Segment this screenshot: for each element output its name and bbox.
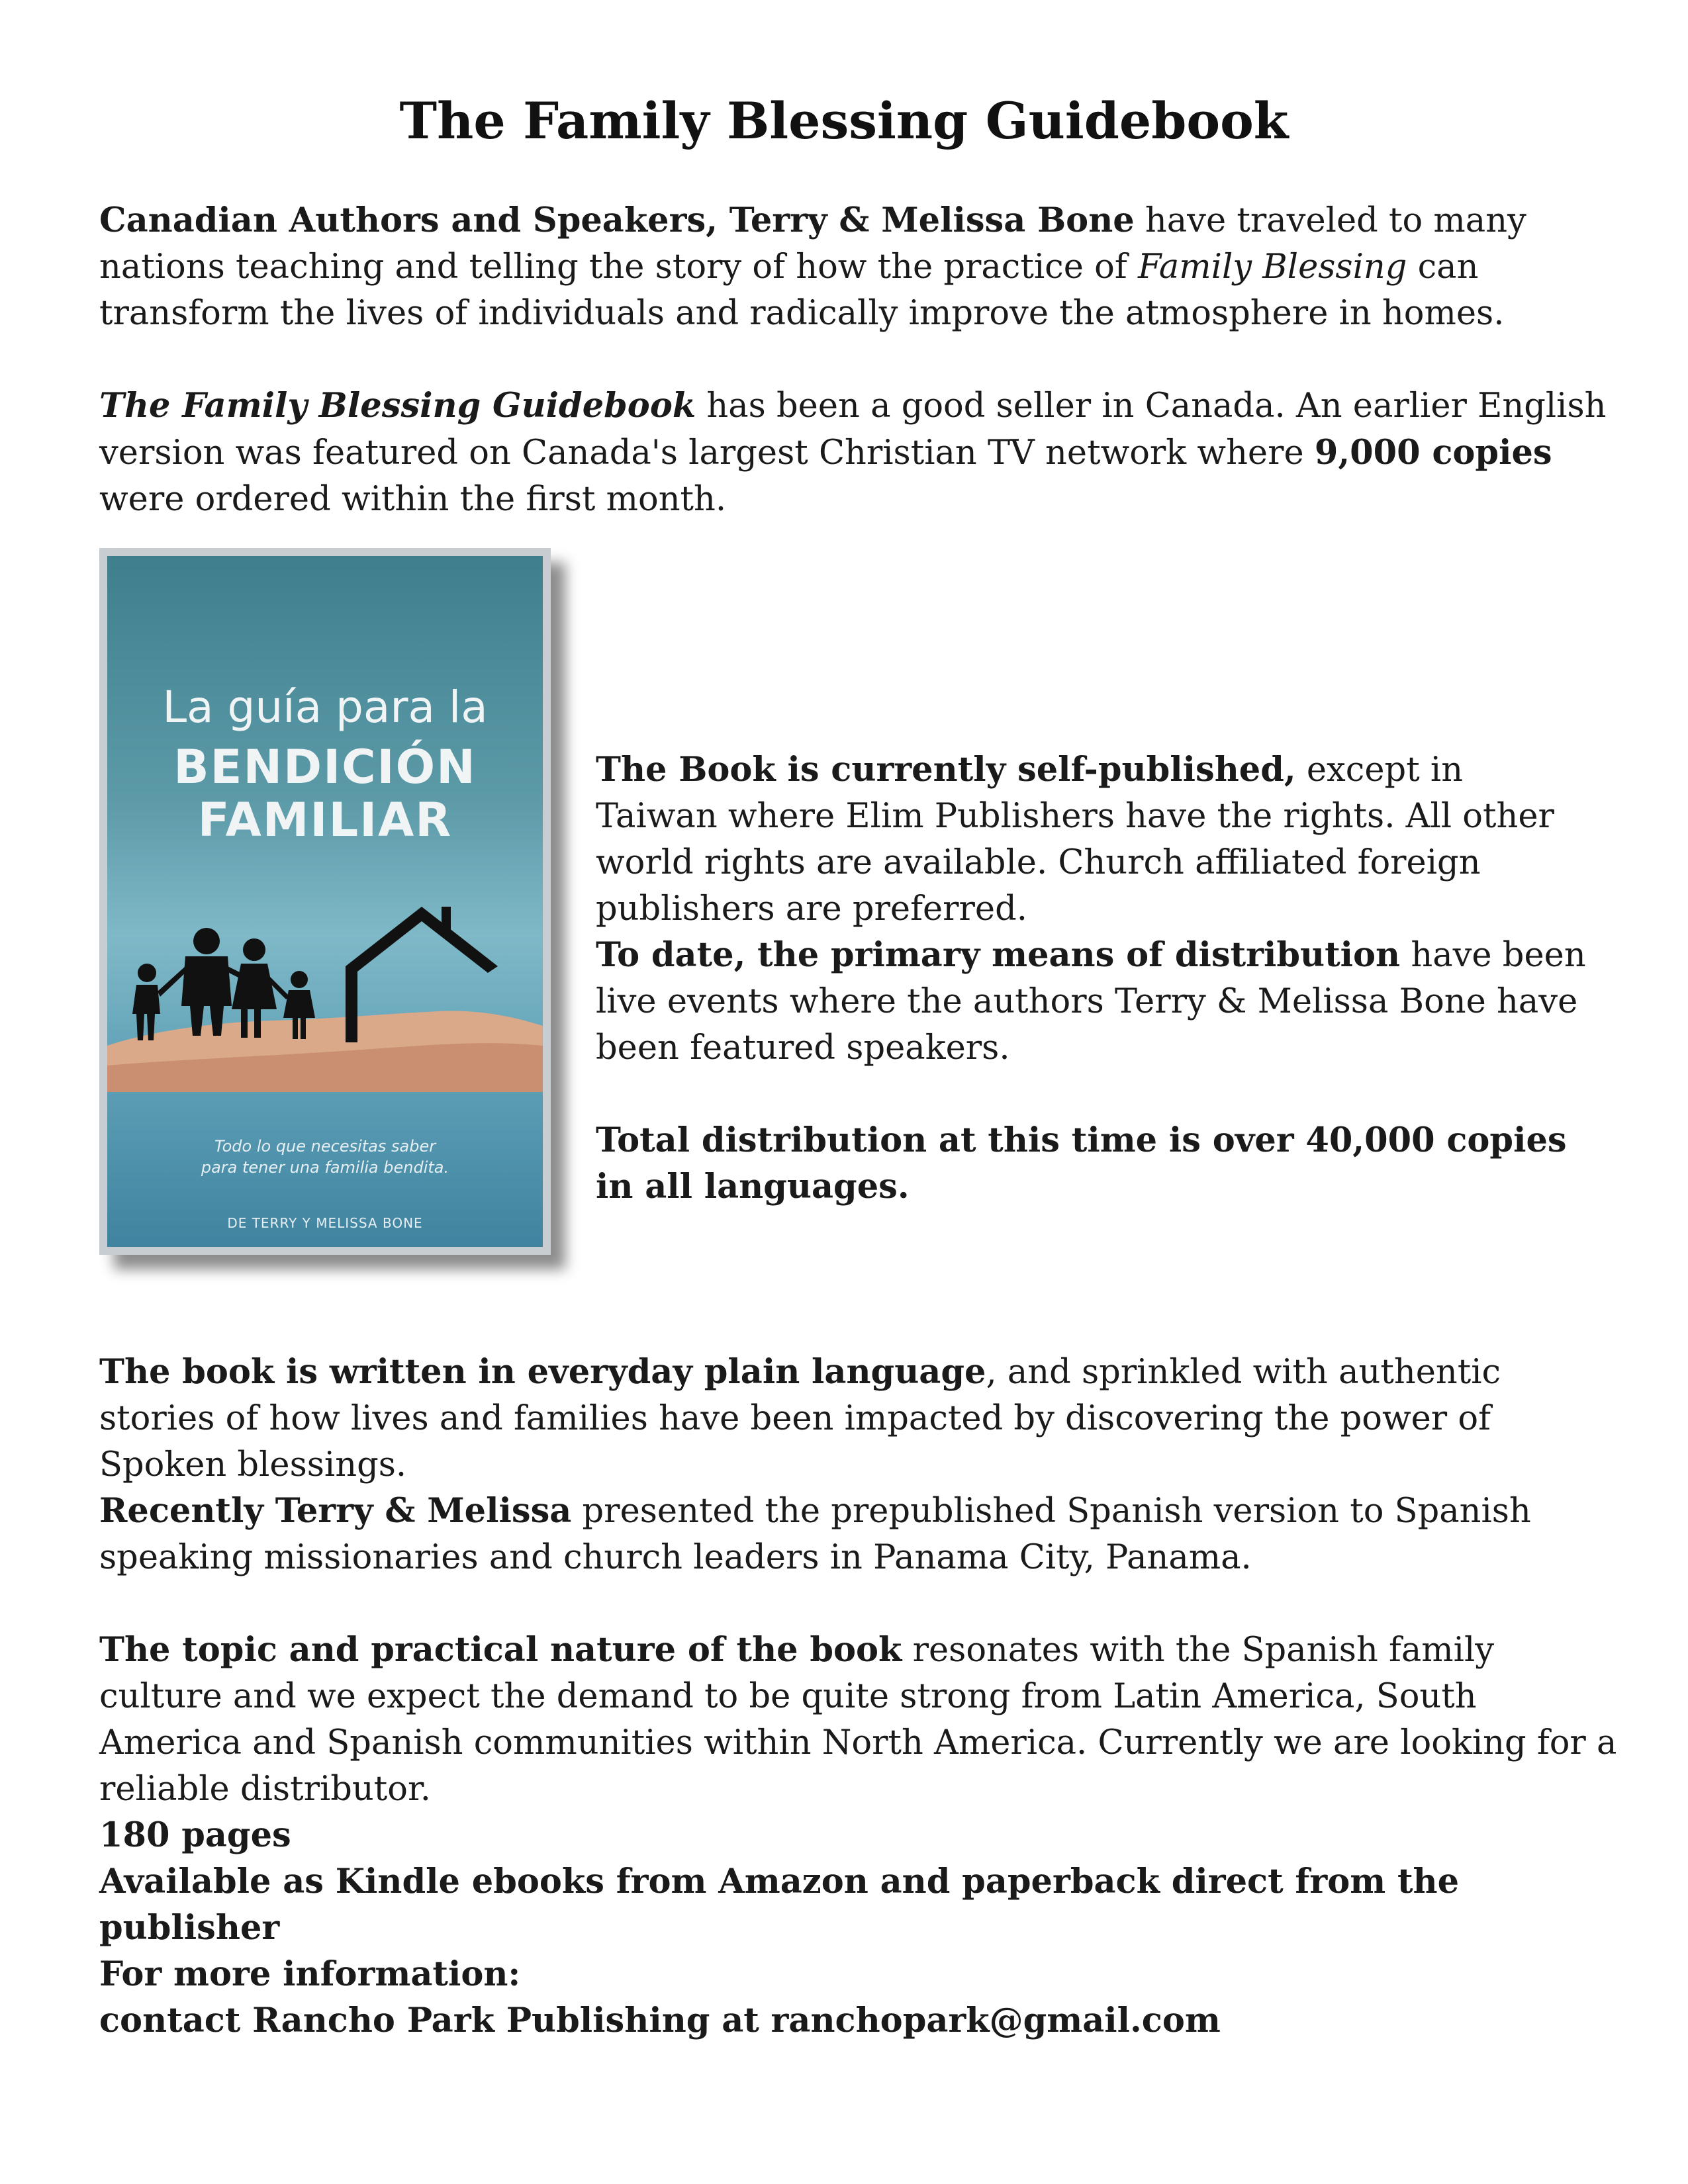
cover-tagline (107, 1136, 543, 1178)
publishing-paragraph (596, 747, 1589, 933)
book-details (99, 1812, 1622, 1951)
contact-info (99, 1951, 1622, 2044)
cover-tagline-line1: Todo lo que necesitas saber (214, 1137, 436, 1156)
boy-figure (132, 985, 160, 1040)
panama-text: presented the prepublished Spanish version to Spanish speaking missionaries and church leaders in Panama City, Panama. (99, 1492, 1531, 1577)
cover-title-line2: BENDICIÓN (173, 740, 477, 794)
sales-text-b: were ordered within the first month. (99, 480, 727, 519)
culture-text: resonates with the Spanish family culture and we expect the demand to be quite strong from Latin America, South America and Spanish communities within North America. Currently we are looking for a reliable distributor. (99, 1631, 1617, 1809)
book-cover (99, 548, 551, 1255)
father-head (193, 928, 220, 954)
total-distribution-line2: in all languages. (596, 1167, 910, 1206)
book-cover-image (99, 548, 551, 1255)
authors-lead: Canadian Authors and Speakers, Terry & Melissa Bone (99, 201, 1135, 240)
girl-head (291, 971, 308, 988)
cover-tagline-line2: para tener una familia bendita. (201, 1158, 449, 1177)
panama-paragraph (99, 1488, 1622, 1581)
book-title-ref: The Family Blessing Guidebook (99, 386, 696, 426)
culture-paragraph (99, 1627, 1622, 1813)
intro-text-a: have traveled to many nations teaching and telling the story of how the practice of (99, 201, 1526, 287)
language-text: , and sprinkled with authentic stories of how lives and families have been impacted by discovering the power of Spoken blessings. (99, 1353, 1501, 1484)
mother-head (243, 938, 265, 961)
sales-paragraph (99, 383, 1622, 523)
cover-title-line1: La guía para la (162, 682, 488, 733)
contact-heading: For more information: (99, 1954, 521, 1994)
distribution-text: have been live events where the authors Terry & Melissa Bone have been featured speakers. (596, 936, 1586, 1068)
page-title: The Family Blessing Guidebook (399, 91, 1289, 150)
distribution-paragraph (596, 932, 1589, 1071)
publishing-text: except in Taiwan where Elim Publishers have the rights. All other world rights are available. Church affiliated foreign publishers are preferred. (596, 751, 1554, 929)
cover-authors: DE TERRY Y MELISSA BONE (227, 1215, 423, 1231)
family-on-hand-illustration (107, 867, 543, 1092)
family-blessing-term: Family Blessing (1137, 248, 1407, 287)
total-distribution-paragraph (596, 1117, 1589, 1210)
availability-text: Available as Kindle ebooks from Amazon and paperback direct from the publisher (99, 1862, 1460, 1948)
page-count: 180 pages (99, 1815, 291, 1855)
distribution-lead: To date, the primary means of distribution (596, 935, 1401, 975)
chimney-shape (442, 907, 451, 932)
self-published-lead: The Book is currently self-published, (596, 750, 1296, 790)
topic-lead: The topic and practical nature of the book (99, 1630, 902, 1670)
language-paragraph (99, 1349, 1622, 1488)
boy-head (138, 964, 156, 982)
cover-title-line3: FAMILIAR (197, 793, 453, 847)
copies-count: 9,000 copies (1314, 433, 1552, 473)
intro-text-b: can transform the lives of individuals and radically improve the atmosphere in homes. (99, 248, 1505, 333)
recently-lead: Recently Terry & Melissa (99, 1491, 572, 1531)
sales-text-a: has been a good seller in Canada. An earlier English version was featured on Canada's largest Christian TV network where (99, 387, 1607, 473)
total-distribution-line1: Total distribution at this time is over 40,000 copies (596, 1120, 1567, 1160)
plain-language-lead: The book is written in everyday plain language (99, 1352, 986, 1392)
contact-email-line: contact Rancho Park Publishing at ranchopark@gmail.com (99, 2001, 1221, 2040)
intro-paragraph (99, 197, 1622, 337)
